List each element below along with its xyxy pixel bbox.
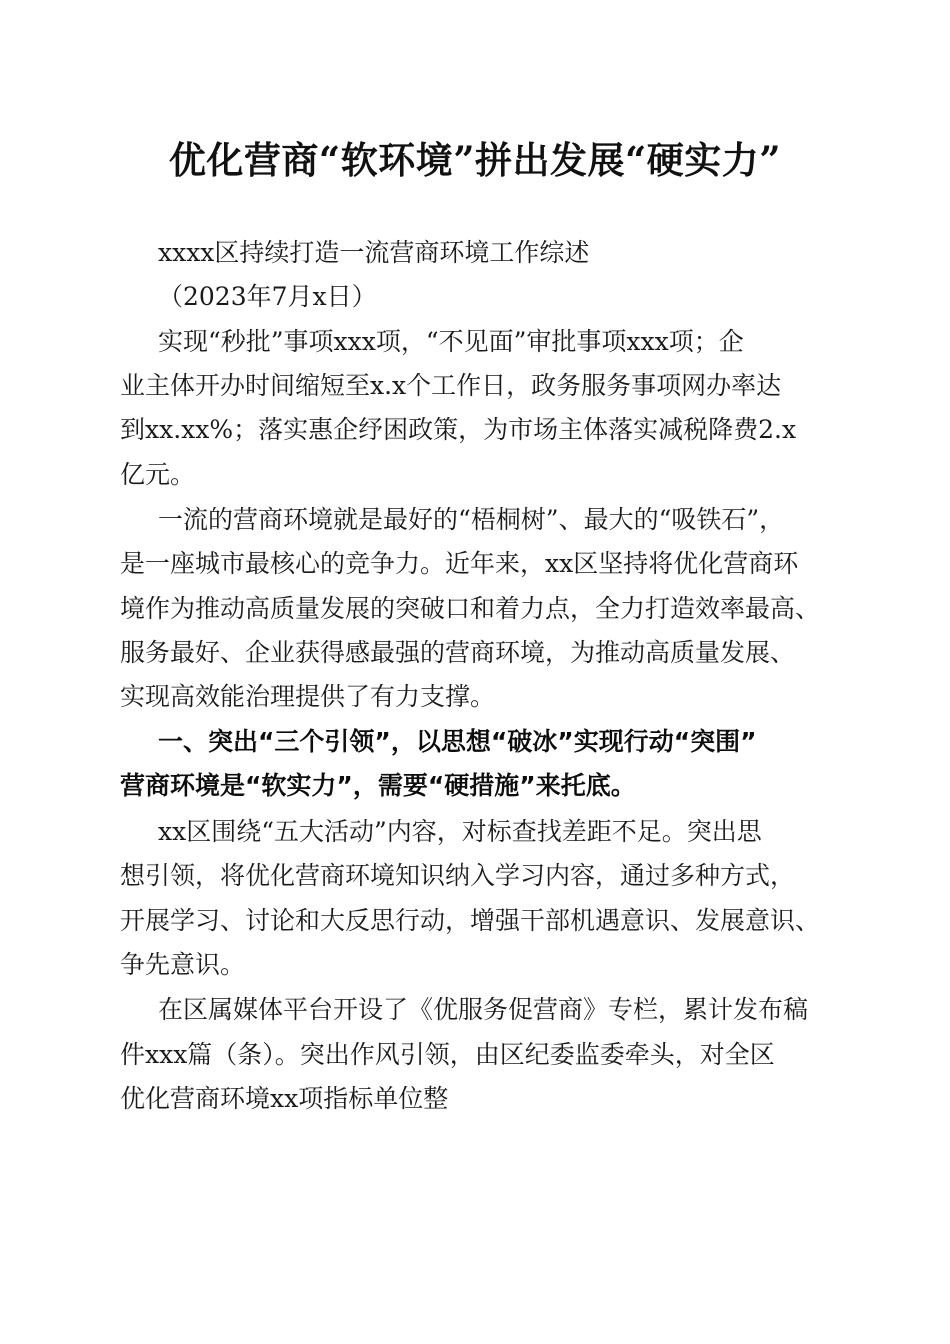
paragraph-1-line-4: 亿元。 [120, 460, 196, 489]
paragraph-4-line-3: 优化营商环境xx项指标单位整 [120, 1084, 449, 1113]
paragraph-2-line-5: 实现高效能治理提供了有力支撑。 [120, 682, 496, 711]
document-title: 优化营商“软环境”拼出发展“硬实力” [168, 138, 782, 182]
paragraph-4-line-2: 件xxx篇（条）。突出作风引领，由区纪委监委牵头，对全区 [120, 1040, 775, 1069]
paragraph-3-line-2: 想引领，将优化营商环境知识纳入学习内容，通过多种方式， [120, 861, 796, 890]
paragraph-1-line-2: 业主体开办时间缩短至x.x个工作日，政务服务事项网办率达 [120, 371, 782, 400]
paragraph-1-line-1: 实现“秒批”事项xxx项，“不见面”审批事项xxx项；企 [158, 327, 744, 356]
paragraph-2-line-1: 一流的营商环境就是最好的“梧桐树”、最大的“吸铁石”， [158, 505, 785, 534]
document-date: （2023年7月x日） [158, 282, 377, 311]
paragraph-2-line-2: 是一座城市最核心的竞争力。近年来，xx区坚持将优化营商环 [120, 549, 799, 578]
paragraph-2-line-3: 境作为推动高质量发展的突破口和着力点，全力打造效率最高、 [120, 594, 821, 623]
paragraph-1-line-3: 到xx.xx%；落实惠企纾困政策，为市场主体落实减税降费2.x [120, 415, 797, 444]
paragraph-2-line-4: 服务最好、企业获得感最强的营商环境，为推动高质量发展、 [120, 638, 796, 667]
section-heading-line-2: 营商环境是“软实力”，需要“硬措施”来托底。 [120, 771, 636, 800]
section-heading-line-1: 一、突出“三个引领”，以思想“破冰”实现行动“突围” [158, 727, 757, 756]
paragraph-4-line-1: 在区属媒体平台开设了《优服务促营商》专栏，累计发布稿 [158, 995, 809, 1024]
paragraph-3-line-4: 争先意识。 [120, 950, 246, 979]
paragraph-3-line-1: xx区围绕“五大活动”内容，对标查找差距不足。突出思 [158, 817, 762, 846]
document-subtitle: xxxx区持续打造一流营商环境工作综述 [158, 238, 590, 267]
paragraph-3-line-3: 开展学习、讨论和大反思行动，增强干部机遇意识、发展意识、 [120, 906, 821, 935]
